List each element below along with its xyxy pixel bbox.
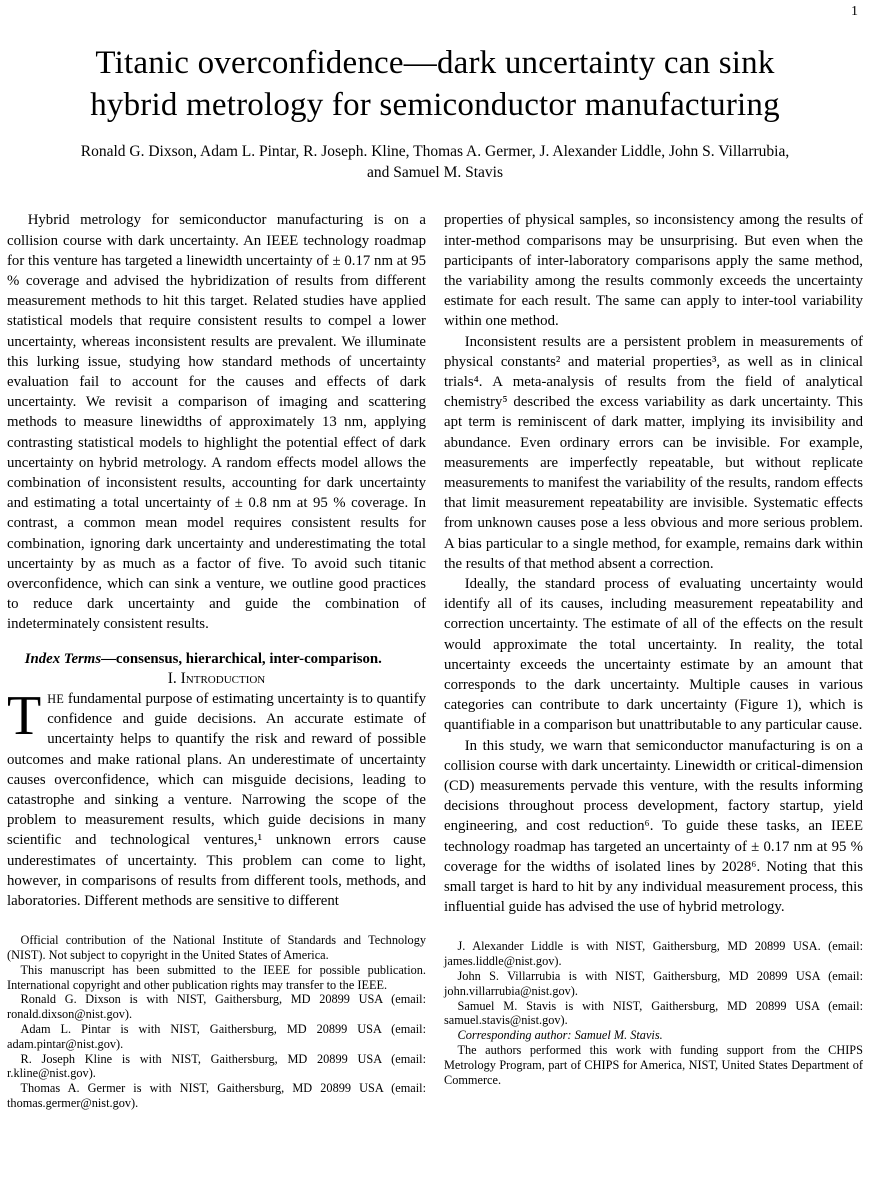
- footnote-author-germer: Thomas A. Germer is with NIST, Gaithersburg, MD 20899 USA (email: thomas.germer@nist.gov).: [7, 1081, 426, 1110]
- footnote-author-liddle: J. Alexander Liddle is with NIST, Gaithersburg, MD 20899 USA. (email: james.liddle@nist.gov).: [444, 939, 863, 969]
- right-column: [444, 210, 863, 1110]
- index-terms: [7, 649, 426, 669]
- author-list: [5, 142, 865, 184]
- footnote-author-villarrubia: John S. Villarrubia is with NIST, Gaithersburg, MD 20899 USA (email: john.villarrubia@nist.gov).: [444, 969, 863, 998]
- left-column: [7, 210, 426, 1110]
- index-terms-label: Index Terms: [24, 650, 102, 667]
- lead-small-caps: HE: [47, 691, 65, 706]
- title-line-1: Titanic overconfidence—dark uncertainty can sink: [95, 45, 775, 81]
- title-line-2: hybrid metrology for semiconductor manufacturing: [90, 87, 780, 124]
- body-paragraph-continuation: properties of physical samples, so inconsistency among the results of inter-method comparisons may be unsurprising. But even when the participants of inter-laboratory comparisons apply the same method, the variability among the results commonly exceeds the uncertainty estimate for each result. The same can apply to inter-tool variability within one method.: [444, 212, 863, 330]
- authors-line-1: Ronald G. Dixson, Adam L. Pintar, R. Joseph. Kline, Thomas A. Germer, J. Alexander Liddle, John S. Villarrubia,: [80, 143, 790, 161]
- index-terms-text: —consensus, hierarchical, inter-comparison.: [101, 650, 382, 667]
- body-paragraph-inconsistent-results: Inconsistent results are a persistent problem in measurements of physical constants² and material properties³, as well as in clinical trials⁴. A meta-analysis of results from the field of analytical chemistry⁵ described the excess variability as dark uncertainty. This apt term is reminiscent of dark matter, implying its invisibility and abundance. Even ordinary errors can be invisible. For example, measurements are imperfectly repeatable, but without replicate measurements to manifest the variability of the results, random effects that limit measurement repeatability are invisible. Systematic effects from unknown causes pose a less obvious and more serious problem. A bias particular to a single method, for example, remains dark within the results of that method absent a correction.: [444, 333, 863, 572]
- footnote-author-pintar: Adam L. Pintar is with NIST, Gaithersburg, MD 20899 USA (email: adam.pintar@nist.gov).: [7, 1022, 426, 1051]
- footnote-author-dixson: Ronald G. Dixson is with NIST, Gaithersburg, MD 20899 USA (email: ronald.dixson@nist.gov).: [7, 992, 426, 1022]
- footnote-author-stavis: Samuel M. Stavis is with NIST, Gaithersburg, MD 20899 USA (email: samuel.stavis@nist.gov).: [444, 998, 863, 1028]
- footnote-official-contribution: Official contribution of the National Institute of Standards and Technology (NIST). Not subject to copyright in the United States of America.: [7, 933, 426, 963]
- left-footnotes: [7, 933, 426, 1111]
- introduction-paragraph: [7, 684, 426, 911]
- drop-cap: T: [7, 684, 42, 747]
- paper-title: [15, 42, 855, 126]
- two-column-body: [5, 210, 865, 1110]
- footnote-author-kline: R. Joseph Kline is with NIST, Gaithersburg, MD 20899 USA (email: r.kline@nist.gov).: [7, 1051, 426, 1081]
- body-paragraph-this-study: In this study, we warn that semiconductor manufacturing is on a collision course with dark uncertainty. Linewidth or critical-dimension (CD) measurements pervade this venture, with the results informing decisions throughout process development, factory startup, yield engineering, and cost reduction⁶. To guide these tasks, an IEEE technology roadmap has targeted an uncertainty of ± 0.17 nm at 95 % coverage for the widths of isolated lines by 2028⁶. Noting that this small target is hard to hit by any individual measurement process, this influential guide has advised the use of hybrid metrology.: [444, 737, 863, 916]
- footnote-corresponding-author: Corresponding author: Samuel M. Stavis.: [457, 1028, 663, 1043]
- body-paragraph-ideal-process: Ideally, the standard process of evaluating uncertainty would identify all of its causes, including measurement repeatability and correction uncertainty. The estimate of all of the effects on the result would approximate the total uncertainty. In reality, the total uncertainty exceeds the uncertainty estimate by an amount that corresponds to the dark uncertainty. Multiple causes in various categories can contribute to dark uncertainty (Figure 1), which is quantifiable in a comparison but unattributable to any particular cause.: [444, 575, 863, 734]
- abstract-paragraph: Hybrid metrology for semiconductor manufacturing is on a collision course with dark uncertainty. An IEEE technology roadmap for this venture has targeted a linewidth uncertainty of ± 0.17 nm at 95 % coverage and advised the hybridization of results from different measurement methods to hit this target. Related studies have applied statistical models that require consistent results to compel a lower uncertainty, whereas inconsistent results are prevalent. We illuminate this lurking issue, studying how standard methods of uncertainty evaluation fail to account for the causes and effects of dark uncertainty. We revisit a comparison of imaging and scattering methods to measure linewidths of approximately 13 nm, applying contrasting statistical models to highlight the potential effect of dark uncertainty on hybrid metrology. A random effects model allows the combination of inconsistent results, accounting for dark uncertainty and estimating a total uncertainty of ± 0.8 nm at 95 % coverage. In contrast, a common mean model requires consistent results for combination, ignoring dark uncertainty and underestimating the total uncertainty by as much as a factor of five. To avoid such titanic overconfidence, which can sink a venture, we outline good practices to reduce dark uncertainty and guide the combination of indeterminately consistent results.: [7, 212, 426, 633]
- section-heading-introduction: I. Introduction: [167, 669, 266, 687]
- footnote-manuscript-submission: This manuscript has been submitted to the IEEE for possible publication. International copyright and other publication rights may transfer to the IEEE.: [7, 962, 426, 992]
- introduction-paragraph-text: fundamental purpose of estimating uncertainty is to quantify confidence and guide decisions. An accurate estimate of uncertainty helps to quantify the risk and reward of possible outcomes and make rational plans. An underestimate of uncertainty causes overconfidence, which can misguide decisions, leading to catastrophe and sinking a venture. Narrowing the scope of the problem to measurement results, which guide decisions in many scientific and technological ventures,¹ unknown errors cause underestimates of uncertainty. This problem can come to light, however, in comparisons of results from different tools, methods, and laboratories. Different methods are sensitive to different: [7, 690, 426, 910]
- right-footnotes: [444, 939, 863, 1087]
- footnote-funding: The authors performed this work with funding support from the CHIPS Metrology Program, part of CHIPS for America, NIST, United States Department of Commerce.: [444, 1043, 863, 1087]
- authors-line-2: and Samuel M. Stavis: [366, 164, 504, 182]
- page-number: 1: [851, 4, 858, 19]
